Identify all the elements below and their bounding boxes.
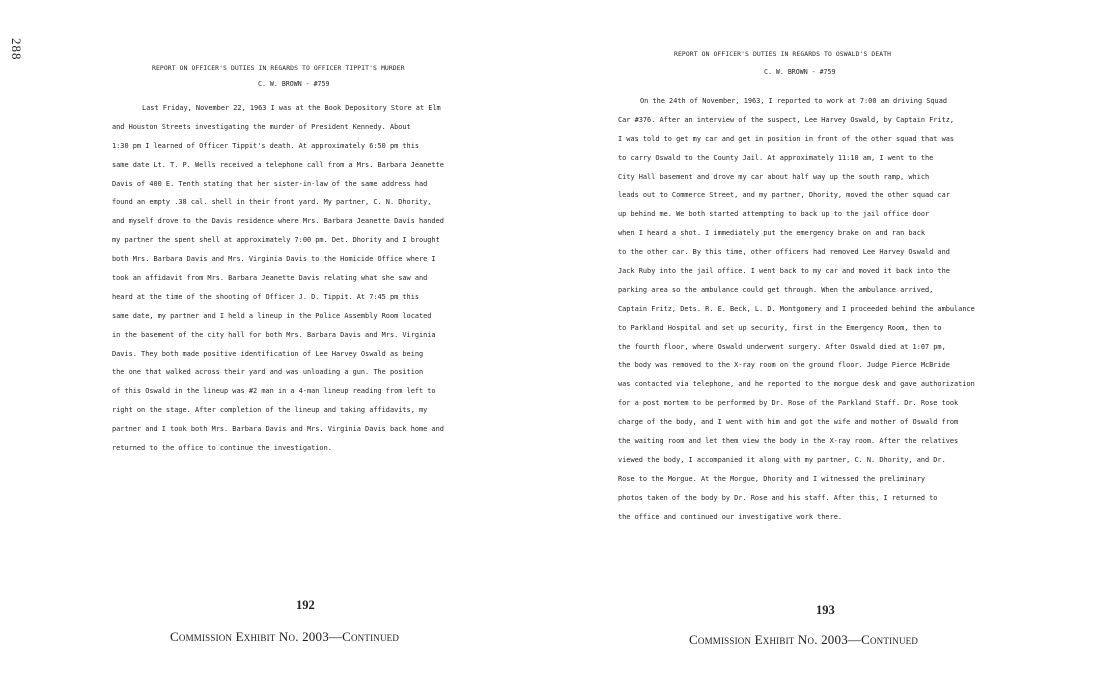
text-line: right on the stage. After completion of the lineup and taking affidavits, my <box>112 406 428 415</box>
text-line: found an empty .38 cal. shell in their front yard. My partner, C. N. Dhority, <box>112 198 432 207</box>
text-line: and Houston Streets investigating the murder of President Kennedy. About <box>112 122 411 131</box>
text-line: to the other car. By this time, other officers had removed Lee Harvey Oswald and <box>618 248 950 257</box>
text-line: Davis. They both made positive identification of Lee Harvey Oswald as being <box>112 349 424 358</box>
right-report-author: C. W. BROWN - #759 <box>764 68 836 76</box>
left-exhibit-caption: Commission Exhibit No. 2003—Continued <box>170 629 400 644</box>
left-report-body <box>112 99 444 458</box>
text-line: took an affidavit from Mrs. Barbara Jeanette Davis relating what she saw and <box>112 274 428 283</box>
text-line: the body was removed to the X-ray room on the ground floor. Judge Pierce McBride <box>618 361 950 370</box>
text-line: leads out to Commerce Street, and my partner, Dhority, moved the other squad car <box>618 191 950 200</box>
text-line: of this Oswald in the lineup was #2 man in a 4-man lineup reading from left to <box>112 387 436 396</box>
text-line: I was told to get my car and get in position in front of the other squad that was <box>618 134 955 143</box>
text-line: in the basement of the city hall for both Mrs. Barbara Davis and Mrs. Virginia <box>112 330 436 339</box>
text-line: same date Lt. T. P. Wells received a telephone call from a Mrs. Barbara Jeanette <box>112 160 444 169</box>
side-page-number: 288 <box>9 38 24 61</box>
text-line: and myself drove to the Davis residence where Mrs. Barbara Jeanette Davis handed <box>112 217 444 226</box>
text-line: for a post mortem to be performed by Dr. Rose of the Parkland Staff. Dr. Rose took <box>618 399 959 408</box>
text-line: the office and continued our investigative work there. <box>618 512 843 521</box>
right-page-number: 193 <box>816 603 835 617</box>
text-line: was contacted via telephone, and he reported to the morgue desk and gave authorization <box>618 380 975 389</box>
text-line: City Hall basement and drove my car about half way up the south ramp, which <box>618 172 930 181</box>
text-line: 1:30 pm I learned of Officer Tippit's death. At approximately 6:50 pm this <box>112 141 419 150</box>
right-exhibit-caption: Commission Exhibit No. 2003—Continued <box>689 632 919 647</box>
text-line: the one that walked across their yard and was unloading a gun. The position <box>112 368 424 377</box>
text-line: my partner the spent shell at approximately 7:00 pm. Det. Dhority and I brought <box>112 236 440 245</box>
text-line: On the 24th of November, 1963, I reported to work at 7:00 am driving Squad <box>640 97 947 105</box>
text-line: charge of the body, and I went with him and got the wife and mother of Oswald from <box>618 418 959 427</box>
text-line: Car #376. After an interview of the suspect, Lee Harvey Oswald, by Captain Fritz, <box>618 115 955 124</box>
text-line: up behind me. We both started attempting to back up to the jail office door <box>618 210 930 219</box>
text-line: photos taken of the body by Dr. Rose and his staff. After this, I returned to <box>618 493 938 502</box>
text-line: Last Friday, November 22, 1963 I was at the Book Depository Store at Elm <box>142 104 441 112</box>
text-line: the waiting room and let them view the body in the X-ray room. After the relatives <box>618 437 959 446</box>
text-line: partner and I took both Mrs. Barbara Davis and Mrs. Virginia Davis back home and <box>112 425 444 434</box>
text-line: same date, my partner and I held a lineup in the Police Assembly Room located <box>112 311 432 320</box>
text-line: Rose to the Morgue. At the Morgue, Dhority and I witnessed the preliminary <box>618 474 925 483</box>
left-report-author: C. W. BROWN - #759 <box>258 80 330 88</box>
text-line: the fourth floor, where Oswald underwent surgery. After Oswald died at 1:07 pm, <box>618 342 946 351</box>
left-page-number: 192 <box>296 598 315 612</box>
text-line: to carry Oswald to the County Jail. At approximately 11:10 am, I went to the <box>618 153 934 162</box>
left-report-title: REPORT ON OFFICER'S DUTIES IN REGARDS TO OFFICER TIPPIT'S MURDER <box>152 64 405 72</box>
text-line: viewed the body, I accompanied it along with my partner, C. N. Dhority, and Dr. <box>618 455 946 464</box>
text-line: Davis of 400 E. Tenth stating that her sister-in-law of the same address had <box>112 179 428 188</box>
text-line: when I heard a shot. I immediately put the emergency brake on and ran back <box>618 229 925 238</box>
right-report-title: REPORT ON OFFICER'S DUTIES IN REGARDS TO OSWALD'S DEATH <box>674 50 892 58</box>
text-line: returned to the office to continue the investigation. <box>112 444 332 453</box>
right-report-body <box>618 92 975 526</box>
text-line: Jack Ruby into the jail office. I went back to my car and moved it back into the <box>618 267 950 276</box>
text-line: parking area so the ambulance could get through. When the ambulance arrived, <box>618 285 934 294</box>
text-line: to Parkland Hospital and set up security, first in the Emergency Room, then to <box>618 323 942 332</box>
text-line: both Mrs. Barbara Davis and Mrs. Virginia Davis to the Homicide Office where I <box>112 255 436 264</box>
text-line: heard at the time of the shooting of Officer J. D. Tippit. At 7:45 pm this <box>112 292 419 301</box>
text-line: Captain Fritz, Dets. R. E. Beck, L. D. Montgomery and I proceeded behind the ambulance <box>618 304 975 313</box>
